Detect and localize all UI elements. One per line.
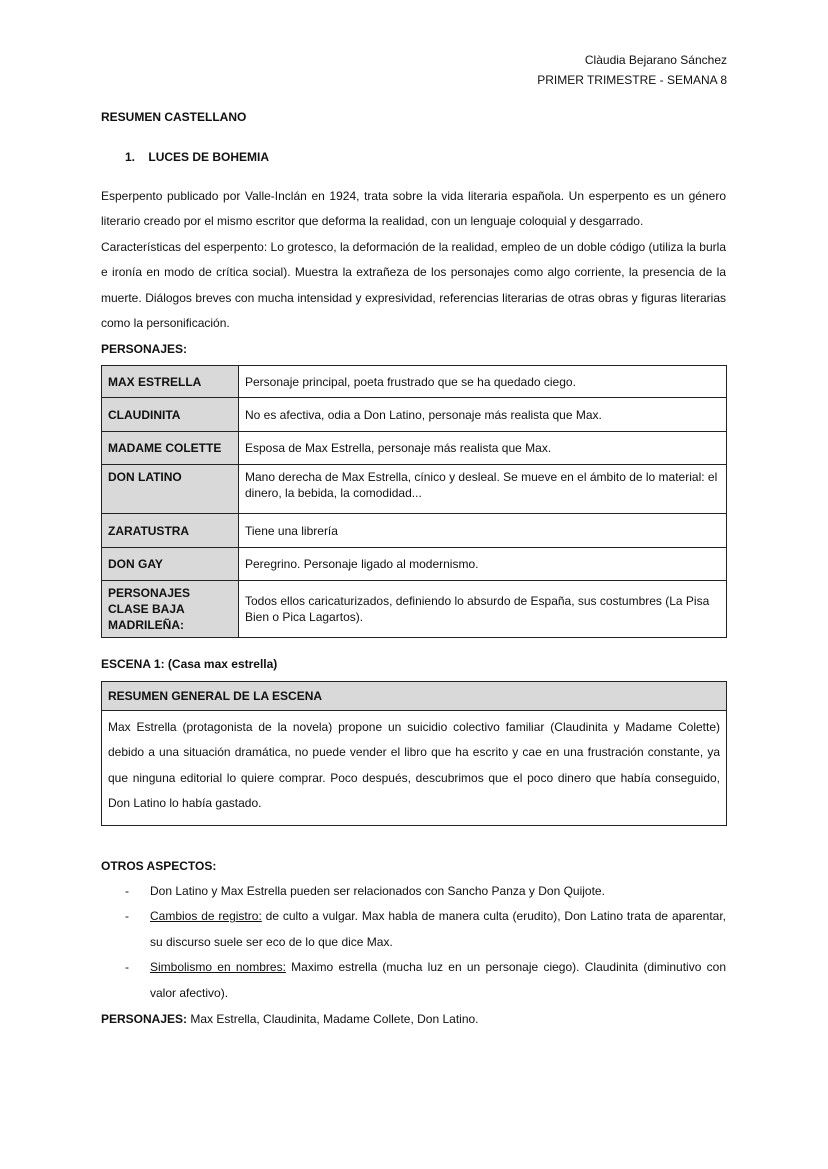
item-label: Simbolismo en nombres: [150,960,286,975]
table-row [102,366,727,398]
table-row [102,465,727,514]
table-row [102,398,727,432]
scene-table [101,681,727,826]
term-label: PRIMER TRIMESTRE - SEMANA 8 [537,73,727,87]
character-name: DON GAY [102,548,239,581]
character-name: CLAUDINITA [102,398,239,432]
bullet-dash: - [125,884,129,898]
intro-text [101,184,726,336]
characters-table [101,365,727,638]
scene-summary: Max Estrella (protagonista de la novela) propone un suicidio colectivo familiar (Claudinita y Madame Colette) debido a una situación dramática, no puede vender el libro que ha escrito y cae en una frustración constante, ya que ninguna editorial lo quiere comprar. Poco después, descubrimos que el poco dinero que había conseguido, Don Latino lo había gastado. [102,711,727,826]
item-text: Maximo estrella (mucha luz en un personaje ciego). Claudinita (diminutivo con valor afectivo). [150,960,726,1000]
section-heading [125,150,269,164]
characters-heading: PERSONAJES: [101,342,188,356]
document-title: RESUMEN CASTELLANO [101,110,247,124]
item-text: de culto a vulgar. Max habla de manera culta (erudito), Don Latino trata de aparentar, su discurso suele ser eco de lo que dice Max. [150,909,726,949]
list-item [101,955,726,1006]
table-row [102,514,727,548]
character-name: MAX ESTRELLA [102,366,239,398]
characters-summary-line [101,1012,479,1026]
section-title: LUCES DE BOHEMIA [148,150,270,164]
table-row [102,581,727,638]
document-header [537,50,727,90]
character-description: No es afectiva, odia a Don Latino, personaje más realista que Max. [239,398,727,432]
character-name: PERSONAJES CLASE BAJA MADRILEÑA: [102,581,239,638]
character-name: ZARATUSTRA [102,514,239,548]
character-description: Mano derecha de Max Estrella, cínico y desleal. Se mueve en el ámbito de lo material: el dinero, la bebida, la comodidad... [239,465,727,514]
intro-paragraph: Características del esperpento: Lo grotesco, la deformación de la realidad, empleo de un doble código (utiliza la burla e ironía en modo de crítica social). Muestra la extrañeza de los personajes como algo corriente, la presencia de la muerte. Diálogos breves con mucha intensidad y expresividad, referencias literarias de otras obras y figuras literarias como la personificación. [101,239,726,331]
bullet-dash: - [125,960,129,975]
character-description: Personaje principal, poeta frustrado que se ha quedado ciego. [239,366,727,398]
character-description: Todos ellos caricaturizados, definiendo lo absurdo de España, sus costumbres (La Pisa Bien o Pica Lagartos). [239,581,727,638]
intro-paragraph: Esperpento publicado por Valle-Inclán en 1924, trata sobre la vida literaria española. Un esperpento es un género literario creado por el mismo escritor que deforma la realidad, con un lenguaje coloquial y desgarrado. [101,189,726,229]
other-aspects-list [101,879,726,1006]
table-row [102,548,727,581]
table-row [102,432,727,465]
character-description: Tiene una librería [239,514,727,548]
scene-table-header: RESUMEN GENERAL DE LA ESCENA [102,682,727,711]
scene-heading: ESCENA 1: (Casa max estrella) [101,657,278,671]
character-name: MADAME COLETTE [102,432,239,465]
item-label: Cambios de registro: [150,909,262,924]
list-item [101,879,726,904]
section-number: 1. [125,150,136,164]
author-name: Clàudia Bejarano Sánchez [584,53,727,67]
character-name: DON LATINO [102,465,239,514]
character-description: Esposa de Max Estrella, personaje más realista que Max. [239,432,727,465]
other-aspects-heading: OTROS ASPECTOS: [101,859,217,873]
item-text: Don Latino y Max Estrella pueden ser relacionados con Sancho Panza y Don Quijote. [150,884,605,898]
list-item [101,904,726,955]
character-description: Peregrino. Personaje ligado al modernismo. [239,548,727,581]
bullet-dash: - [125,909,129,924]
characters-summary-label: PERSONAJES: [101,1012,188,1026]
characters-summary-text: Max Estrella, Claudinita, Madame Collete, Don Latino. [187,1012,479,1026]
